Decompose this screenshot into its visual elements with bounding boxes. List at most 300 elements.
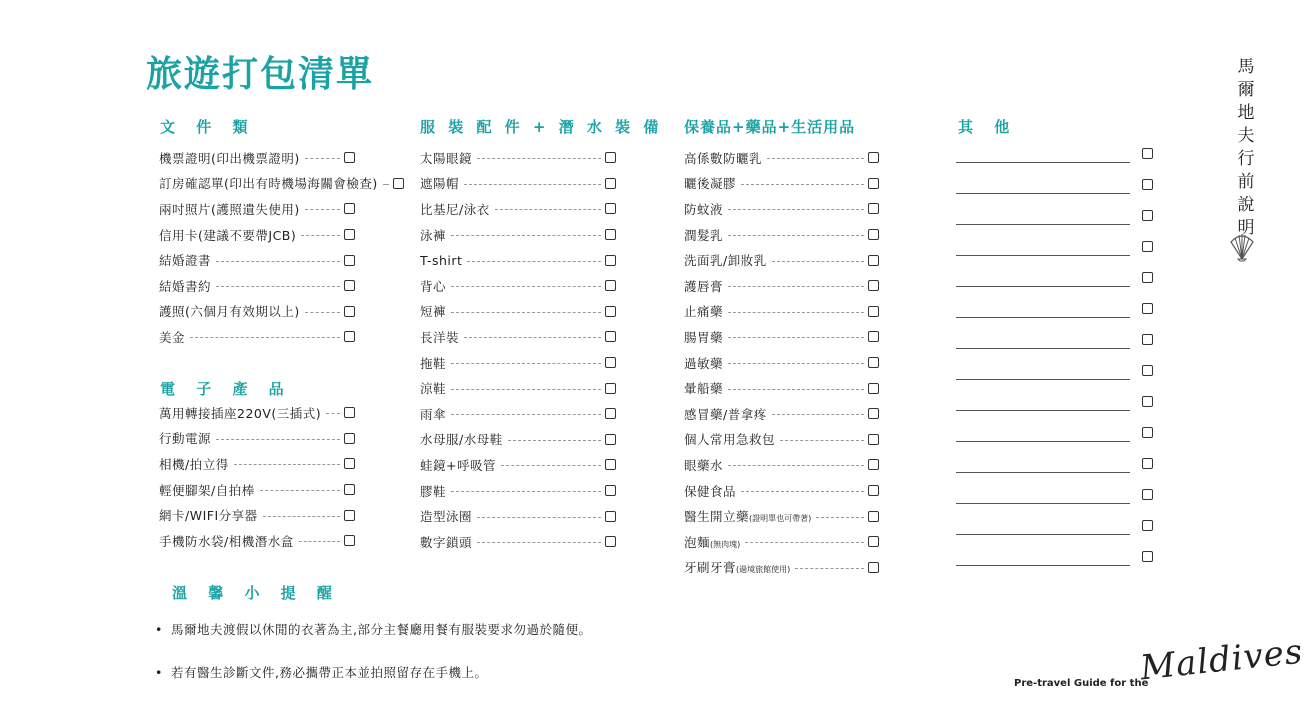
checkbox[interactable] xyxy=(868,306,879,317)
item-label xyxy=(684,174,736,192)
checklist-item xyxy=(684,401,879,427)
checkbox[interactable] xyxy=(605,331,616,342)
item-label xyxy=(684,226,723,244)
checkbox[interactable] xyxy=(344,229,355,240)
checklist-item xyxy=(684,452,879,478)
checklist-item xyxy=(159,247,355,273)
dotted-leader xyxy=(301,235,340,236)
checkbox[interactable] xyxy=(868,255,879,266)
checklist-item xyxy=(420,171,616,197)
blank-entry xyxy=(956,448,1153,479)
dotted-leader xyxy=(451,389,601,390)
dotted-leader xyxy=(728,363,864,364)
dotted-leader xyxy=(451,235,601,236)
checklist-documents xyxy=(159,145,378,350)
item-label xyxy=(420,405,446,423)
checklist-item xyxy=(684,375,879,401)
item-label-text: 結婚書約 xyxy=(159,278,212,294)
dotted-leader xyxy=(728,465,864,466)
checkbox[interactable] xyxy=(393,178,404,189)
vertical-title-char: 行 xyxy=(1237,149,1255,169)
checkbox[interactable] xyxy=(1142,210,1153,221)
item-label xyxy=(684,379,723,397)
item-label-text: 個人常用急救包 xyxy=(684,432,776,448)
item-label xyxy=(159,277,211,295)
checkbox[interactable] xyxy=(344,433,355,444)
dotted-leader xyxy=(741,491,864,492)
item-label-text: 數字鎖頭 xyxy=(420,534,473,550)
checkbox[interactable] xyxy=(868,383,879,394)
dotted-leader xyxy=(451,312,601,313)
tips-heading: 溫 馨 小 提 醒 xyxy=(172,584,340,602)
checklist-item xyxy=(684,427,879,453)
checkbox[interactable] xyxy=(605,536,616,547)
checklist-item xyxy=(420,427,616,453)
item-label-text: 輕便腳架/自拍棒 xyxy=(159,482,255,498)
item-label-text: 美金 xyxy=(159,329,186,345)
item-label xyxy=(684,200,723,218)
write-in-line[interactable] xyxy=(956,379,1130,380)
blank-entry xyxy=(956,479,1153,510)
checklist-item xyxy=(420,503,616,529)
item-label xyxy=(159,532,294,550)
item-label xyxy=(159,174,378,192)
item-label xyxy=(159,429,211,447)
checklist-item xyxy=(159,273,355,299)
checklist-item xyxy=(684,247,879,273)
checkbox[interactable] xyxy=(1142,334,1153,345)
item-label-text: 長洋裝 xyxy=(420,329,460,345)
item-label-text: 曬後凝膠 xyxy=(684,176,737,192)
checkbox[interactable] xyxy=(605,306,616,317)
item-label-text: 保健食品 xyxy=(684,483,737,499)
checkbox[interactable] xyxy=(868,152,879,163)
checkbox[interactable] xyxy=(605,255,616,266)
checkbox[interactable] xyxy=(605,280,616,291)
blank-entry xyxy=(956,231,1153,262)
item-label xyxy=(420,430,503,448)
item-label-text: 太陽眼鏡 xyxy=(420,150,473,166)
tip-text: 若有醫生診斷文件,務必攜帶正本並拍照留存在手機上。 xyxy=(171,665,488,680)
checkbox[interactable] xyxy=(1142,427,1153,438)
item-label xyxy=(684,277,723,295)
checklist-item xyxy=(684,478,879,504)
section-heading-care: 保養品+藥品+生活用品 xyxy=(684,118,856,136)
item-label-text: 結婚證書 xyxy=(159,253,212,269)
dotted-leader xyxy=(728,235,864,236)
dotted-leader xyxy=(741,184,864,185)
item-label xyxy=(159,404,321,422)
item-label xyxy=(159,251,211,269)
item-label-text: 腸胃藥 xyxy=(684,329,724,345)
checkbox[interactable] xyxy=(868,536,879,547)
checklist-item xyxy=(684,196,879,222)
section-heading-other: 其 他 xyxy=(958,118,1018,136)
item-label xyxy=(684,251,767,269)
checkbox[interactable] xyxy=(605,178,616,189)
checkbox[interactable] xyxy=(344,280,355,291)
checklist-item xyxy=(684,222,879,248)
item-label xyxy=(420,253,462,268)
dotted-leader xyxy=(305,312,340,313)
item-label-text: 短褲 xyxy=(420,304,447,320)
write-in-line[interactable] xyxy=(956,162,1130,163)
item-label xyxy=(420,328,459,346)
checklist-item xyxy=(684,324,879,350)
vertical-title-char: 馬 xyxy=(1237,57,1255,77)
item-label-text: 護唇膏 xyxy=(684,278,724,294)
checklist-item xyxy=(159,145,355,171)
dotted-leader xyxy=(728,209,864,210)
section-heading-documents: 文 件 類 xyxy=(160,118,256,136)
checkbox[interactable] xyxy=(344,535,355,546)
checkbox[interactable] xyxy=(605,383,616,394)
item-label xyxy=(684,558,790,576)
item-label xyxy=(684,149,762,167)
item-label xyxy=(420,200,490,218)
item-label xyxy=(159,481,255,499)
item-label-text: 造型泳圈 xyxy=(420,509,473,525)
checkbox[interactable] xyxy=(605,511,616,522)
dotted-leader xyxy=(477,517,601,518)
item-label xyxy=(420,482,446,500)
item-label xyxy=(420,456,496,474)
item-label xyxy=(420,302,446,320)
checklist-item xyxy=(420,145,616,171)
dotted-leader xyxy=(234,464,340,465)
vertical-title-char: 地 xyxy=(1237,103,1255,123)
blank-entry xyxy=(956,386,1153,417)
checklist-item xyxy=(159,477,355,503)
dotted-leader xyxy=(451,363,601,364)
checkbox[interactable] xyxy=(1142,148,1153,159)
dotted-leader xyxy=(508,440,601,441)
checkbox[interactable] xyxy=(1142,303,1153,314)
item-label-text: 遮陽帽 xyxy=(420,176,460,192)
checklist-item xyxy=(420,350,616,376)
dotted-leader xyxy=(216,261,340,262)
checklist-clothing xyxy=(420,145,616,555)
checkbox[interactable] xyxy=(868,280,879,291)
item-label-text: 兩吋照片(護照遺失使用) xyxy=(159,201,300,217)
checklist-item xyxy=(159,502,355,528)
dotted-leader xyxy=(464,184,601,185)
checkbox[interactable] xyxy=(605,229,616,240)
item-label-text: 機票證明(印出機票證明) xyxy=(159,150,300,166)
dotted-leader xyxy=(495,209,601,210)
checkbox[interactable] xyxy=(868,408,879,419)
item-label-text: 信用卡(建議不要帶JCB) xyxy=(159,227,297,243)
checkbox[interactable] xyxy=(868,203,879,214)
checklist-item xyxy=(420,273,616,299)
checklist-item xyxy=(684,555,879,581)
checkbox[interactable] xyxy=(344,407,355,418)
item-label-text: 比基尼/泳衣 xyxy=(420,201,490,217)
dotted-leader xyxy=(772,414,864,415)
write-in-line[interactable] xyxy=(956,286,1130,287)
dotted-leader xyxy=(477,158,601,159)
checklist-item xyxy=(159,196,355,222)
checklist-item xyxy=(420,478,616,504)
blank-entry xyxy=(956,510,1153,541)
page-title: 旅遊打包清單 xyxy=(146,54,375,95)
dotted-leader xyxy=(383,184,389,185)
item-label-text: T-shirt xyxy=(420,252,463,268)
tip-text: 馬爾地夫渡假以休閒的衣著為主,部分主餐廳用餐有服裝要求勿過於隨便。 xyxy=(171,622,592,637)
dotted-leader xyxy=(467,261,601,262)
item-label xyxy=(684,533,740,551)
vertical-title-char: 明 xyxy=(1237,218,1255,238)
dotted-leader xyxy=(464,337,601,338)
checklist-item xyxy=(420,196,616,222)
item-label-text: 過敏藥 xyxy=(684,355,724,371)
dotted-leader xyxy=(305,209,340,210)
vertical-title-char: 說 xyxy=(1237,195,1255,215)
write-in-line[interactable] xyxy=(956,224,1130,225)
blank-entry xyxy=(956,324,1153,355)
checkbox[interactable] xyxy=(868,331,879,342)
checkbox[interactable] xyxy=(1142,272,1153,283)
checklist-other xyxy=(956,138,1153,572)
checklist-item xyxy=(420,247,616,273)
checklist-item xyxy=(159,324,355,350)
vertical-title-char: 前 xyxy=(1237,172,1255,192)
dotted-leader xyxy=(745,542,864,543)
item-label xyxy=(159,455,229,473)
dotted-leader xyxy=(190,337,340,338)
item-label xyxy=(159,200,300,218)
checklist-item xyxy=(159,400,355,426)
item-label xyxy=(420,226,446,244)
checklist-item xyxy=(420,452,616,478)
checkbox[interactable] xyxy=(344,484,355,495)
item-note: (證明單也可帶著) xyxy=(749,514,812,524)
dotted-leader xyxy=(305,158,340,159)
checkbox[interactable] xyxy=(344,306,355,317)
vertical-title-char: 爾 xyxy=(1237,80,1255,100)
dotted-leader xyxy=(501,465,601,466)
blank-entry xyxy=(956,541,1153,572)
item-label xyxy=(159,506,258,524)
seashell-icon xyxy=(1229,230,1255,262)
item-label xyxy=(420,277,446,295)
checkbox[interactable] xyxy=(1142,396,1153,407)
write-in-line[interactable] xyxy=(956,193,1130,194)
footer-guide-text: Pre-travel Guide for the xyxy=(1014,678,1149,689)
checkbox[interactable] xyxy=(605,203,616,214)
checkbox[interactable] xyxy=(344,152,355,163)
item-label-text: 訂房確認單(印出有時機場海關會檢查) xyxy=(159,176,378,192)
checklist-item xyxy=(159,222,355,248)
item-label-text: 醫生開立藥 xyxy=(684,509,750,525)
dotted-leader xyxy=(263,516,340,517)
checklist-item xyxy=(159,451,355,477)
item-note: (過境旅館使用) xyxy=(736,565,791,575)
item-note: (無肉塊) xyxy=(710,539,741,549)
write-in-line[interactable] xyxy=(956,534,1130,535)
item-label-text: 眼藥水 xyxy=(684,457,724,473)
checklist-item xyxy=(420,324,616,350)
checklist-item xyxy=(684,299,879,325)
item-label-text: 相機/拍立得 xyxy=(159,456,229,472)
checklist-item xyxy=(684,171,879,197)
item-label-text: 網卡/WIFI分享器 xyxy=(159,508,258,524)
checkbox[interactable] xyxy=(605,434,616,445)
blank-entry xyxy=(956,355,1153,386)
item-label-text: 膠鞋 xyxy=(420,483,447,499)
write-in-line[interactable] xyxy=(956,565,1130,566)
dotted-leader xyxy=(728,312,864,313)
checkbox[interactable] xyxy=(605,408,616,419)
item-label xyxy=(420,174,459,192)
item-label-text: 行動電源 xyxy=(159,431,212,447)
write-in-line[interactable] xyxy=(956,317,1130,318)
checklist-item xyxy=(684,350,879,376)
item-label-text: 暈船藥 xyxy=(684,381,724,397)
checklist-item xyxy=(159,299,355,325)
checkbox[interactable] xyxy=(868,485,879,496)
checkbox[interactable] xyxy=(868,178,879,189)
checklist-item xyxy=(420,529,616,555)
dotted-leader xyxy=(728,286,864,287)
item-label-text: 高係數防曬乳 xyxy=(684,150,763,166)
dotted-leader xyxy=(728,337,864,338)
section-heading-clothing: 服 裝 配 件 + 潛 水 裝 備 xyxy=(420,118,663,136)
item-label-text: 潤髮乳 xyxy=(684,227,724,243)
tip-item xyxy=(155,620,591,638)
vertical-title xyxy=(1236,56,1256,240)
item-label xyxy=(159,302,300,320)
checklist-item xyxy=(159,528,355,554)
item-label xyxy=(420,379,446,397)
dotted-leader xyxy=(728,389,864,390)
item-label xyxy=(420,149,472,167)
checklist-item xyxy=(420,375,616,401)
checklist-item xyxy=(420,299,616,325)
checkbox[interactable] xyxy=(1142,458,1153,469)
item-label xyxy=(684,328,723,346)
dotted-leader xyxy=(451,286,601,287)
checkbox[interactable] xyxy=(344,510,355,521)
blank-entry xyxy=(956,138,1153,169)
checkbox[interactable] xyxy=(868,459,879,470)
checkbox[interactable] xyxy=(605,485,616,496)
checklist-care xyxy=(684,145,879,580)
maldives-script-logo: Maldives xyxy=(1138,631,1305,689)
item-label xyxy=(684,456,723,474)
dotted-leader xyxy=(299,541,340,542)
blank-entry xyxy=(956,262,1153,293)
dotted-leader xyxy=(795,568,864,569)
checkbox[interactable] xyxy=(1142,551,1153,562)
item-label-text: 雨傘 xyxy=(420,406,447,422)
item-label xyxy=(684,302,723,320)
write-in-line[interactable] xyxy=(956,410,1130,411)
item-label-text: 背心 xyxy=(420,278,447,294)
blank-entry xyxy=(956,200,1153,231)
checkbox[interactable] xyxy=(1142,241,1153,252)
tip-item xyxy=(155,663,487,681)
item-label xyxy=(420,507,472,525)
item-label-text: 止痛藥 xyxy=(684,304,724,320)
checkbox[interactable] xyxy=(344,203,355,214)
checkbox[interactable] xyxy=(605,152,616,163)
checkbox[interactable] xyxy=(605,459,616,470)
vertical-title-char: 夫 xyxy=(1237,126,1255,146)
checklist-item xyxy=(684,273,879,299)
checkbox[interactable] xyxy=(868,562,879,573)
item-label-text: 泳褲 xyxy=(420,227,447,243)
item-label xyxy=(420,354,446,372)
blank-entry xyxy=(956,293,1153,324)
checkbox[interactable] xyxy=(605,357,616,368)
item-label xyxy=(684,354,723,372)
write-in-line[interactable] xyxy=(956,472,1130,473)
item-label-text: 防蚊液 xyxy=(684,201,724,217)
checkbox[interactable] xyxy=(344,458,355,469)
checklist-item xyxy=(420,401,616,427)
checklist-electronics xyxy=(159,400,355,554)
bullet: • xyxy=(155,622,163,637)
dotted-leader xyxy=(216,439,340,440)
checkbox[interactable] xyxy=(868,229,879,240)
dotted-leader xyxy=(451,491,601,492)
item-label-text: 蛙鏡+呼吸管 xyxy=(420,457,496,473)
write-in-line[interactable] xyxy=(956,441,1130,442)
checkbox[interactable] xyxy=(868,357,879,368)
blank-entry xyxy=(956,417,1153,448)
item-label-text: 拖鞋 xyxy=(420,355,447,371)
checklist-item xyxy=(159,426,355,452)
item-label-text: 牙刷牙膏 xyxy=(684,560,737,576)
checkbox[interactable] xyxy=(868,511,879,522)
checkbox[interactable] xyxy=(1142,365,1153,376)
checkbox[interactable] xyxy=(344,255,355,266)
checklist-item xyxy=(684,503,879,529)
dotted-leader xyxy=(767,158,864,159)
write-in-line[interactable] xyxy=(956,503,1130,504)
item-label-text: 洗面乳/卸妝乳 xyxy=(684,253,767,269)
dotted-leader xyxy=(451,414,601,415)
item-label xyxy=(420,533,472,551)
dotted-leader xyxy=(326,413,340,414)
item-label-text: 泡麵 xyxy=(684,534,711,550)
checkbox[interactable] xyxy=(1142,489,1153,500)
item-label-text: 水母服/水母鞋 xyxy=(420,432,503,448)
write-in-line[interactable] xyxy=(956,255,1130,256)
item-label-text: 護照(六個月有效期以上) xyxy=(159,304,300,320)
bullet: • xyxy=(155,665,163,680)
dotted-leader xyxy=(816,517,864,518)
checkbox[interactable] xyxy=(1142,179,1153,190)
section-heading-electronics: 電 子 產 品 xyxy=(160,380,292,398)
dotted-leader xyxy=(216,286,340,287)
write-in-line[interactable] xyxy=(956,348,1130,349)
checklist-item xyxy=(420,222,616,248)
dotted-leader xyxy=(477,542,601,543)
item-label-text: 手機防水袋/相機潛水盒 xyxy=(159,533,294,549)
blank-entry xyxy=(956,169,1153,200)
item-label xyxy=(159,328,185,346)
item-label xyxy=(684,430,775,448)
checkbox[interactable] xyxy=(1142,520,1153,531)
checkbox[interactable] xyxy=(344,331,355,342)
item-label-text: 萬用轉接插座220V(三插式) xyxy=(159,405,322,421)
dotted-leader xyxy=(780,440,864,441)
dotted-leader xyxy=(772,261,864,262)
dotted-leader xyxy=(260,490,340,491)
checkbox[interactable] xyxy=(868,434,879,445)
